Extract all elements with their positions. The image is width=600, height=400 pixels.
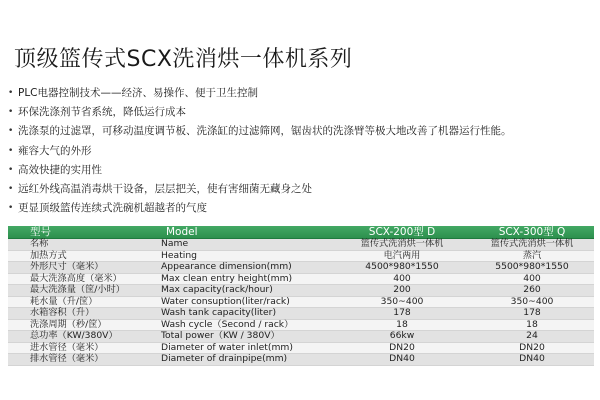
table-cell: 电汽两用 — [334, 250, 470, 262]
list-item — [8, 103, 598, 122]
table-cell: 外形尺寸（毫米） — [8, 262, 158, 274]
table-row — [8, 319, 594, 331]
table-header-row — [8, 226, 594, 239]
table-row — [8, 354, 594, 366]
table-cell: Total power（KW / 380V） — [158, 331, 334, 343]
table-row — [8, 250, 594, 262]
table-cell: Heating — [158, 250, 334, 262]
table-cell: 5500*980*1550 — [470, 262, 594, 274]
table-cell: 篮传式洗消烘一体机 — [470, 239, 594, 251]
table-row — [8, 239, 594, 251]
table-cell: Appearance dimension(mm) — [158, 262, 334, 274]
table-cell: 名称 — [8, 239, 158, 251]
table-cell: 进水管径（毫米） — [8, 342, 158, 354]
header-cell: Model — [158, 226, 334, 239]
bullet-icon: • — [8, 88, 14, 98]
table-cell: 200 — [334, 285, 470, 297]
table-cell: 350~400 — [470, 296, 594, 308]
table-cell: 178 — [334, 308, 470, 320]
header-cell: SCX-200型 D — [334, 226, 470, 239]
table-cell: 排水管径（毫米） — [8, 354, 158, 366]
feature-text: 高效快捷的实用性 — [18, 163, 102, 176]
table-cell: Max clean entry height(mm) — [158, 273, 334, 285]
table-cell: Diameter of water inlet(mm) — [158, 342, 334, 354]
list-item — [8, 142, 598, 161]
table-cell: 篮传式洗消烘一体机 — [334, 239, 470, 251]
table-cell: 耗水量（升/筐） — [8, 296, 158, 308]
table-cell: Name — [158, 239, 334, 251]
table-cell: Wash tank capacity(liter) — [158, 308, 334, 320]
feature-list — [8, 84, 598, 218]
table-cell: DN20 — [470, 342, 594, 354]
feature-text: 远红外线高温消毒烘干设备，层层把关，使有害细菌无藏身之处 — [18, 183, 312, 196]
list-item — [8, 84, 598, 103]
table-cell: 4500*980*1550 — [334, 262, 470, 274]
spec-table — [8, 226, 594, 366]
table-row — [8, 262, 594, 274]
table-cell: Diameter of drainpipe(mm) — [158, 354, 334, 366]
feature-text: 更显顶级篮传连续式洗碗机超越者的气度 — [18, 202, 207, 215]
table-cell: 水箱容积（升） — [8, 308, 158, 320]
list-item — [8, 180, 598, 199]
table-cell: 最大洗涤量（筐/小时） — [8, 285, 158, 297]
table-cell: 18 — [470, 319, 594, 331]
table-cell: 350~400 — [334, 296, 470, 308]
table-row — [8, 296, 594, 308]
feature-text: 雍容大气的外形 — [18, 144, 92, 157]
table-cell: 400 — [334, 273, 470, 285]
table-cell: 400 — [470, 273, 594, 285]
list-item — [8, 122, 598, 141]
table-row — [8, 342, 594, 354]
table-cell: DN40 — [334, 354, 470, 366]
bullet-icon: • — [8, 126, 14, 137]
header-cell: SCX-300型 Q — [470, 226, 594, 239]
table-cell: 最大洗涤高度（毫米） — [8, 273, 158, 285]
page-title: 顶级篮传式SCX洗消烘一体机系列 — [14, 47, 353, 72]
table-cell: 洗涤周期（秒/筐） — [8, 319, 158, 331]
table-cell: 加热方式 — [8, 250, 158, 262]
bullet-icon: • — [8, 145, 14, 156]
table-cell: DN20 — [334, 342, 470, 354]
bullet-icon: • — [8, 203, 14, 214]
feature-text: 环保洗涤剂节省系统，降低运行成本 — [18, 106, 186, 119]
bullet-icon: • — [8, 107, 14, 118]
table-row — [8, 331, 594, 343]
list-item — [8, 199, 598, 218]
table-row — [8, 308, 594, 320]
table-cell: 260 — [470, 285, 594, 297]
header-cell: 型号 — [8, 226, 158, 239]
table-row — [8, 285, 594, 297]
bullet-icon: • — [8, 184, 14, 195]
table-cell: 66kw — [334, 331, 470, 343]
table-cell: 蒸汽 — [470, 250, 594, 262]
table-cell: 18 — [334, 319, 470, 331]
table-cell: 178 — [470, 308, 594, 320]
table-cell: DN40 — [470, 354, 594, 366]
table-cell: 总功率（KW/380V） — [8, 331, 158, 343]
table-cell: Max capacity(rack/hour) — [158, 285, 334, 297]
table-cell: 24 — [470, 331, 594, 343]
feature-text: PLC电器控制技术——经济、易操作、便于卫生控制 — [18, 87, 259, 99]
list-item — [8, 161, 598, 180]
table-cell: Water consuption(liter/rack) — [158, 296, 334, 308]
feature-text: 洗涤泵的过滤罩，可移动温度调节板、洗涤缸的过滤筛网，锯齿状的洗涤臂等极大地改善了机器运行性能。 — [18, 125, 512, 138]
bullet-icon: • — [8, 164, 14, 175]
table-row — [8, 273, 594, 285]
table-cell: Wash cycle（Second / rack） — [158, 319, 334, 331]
